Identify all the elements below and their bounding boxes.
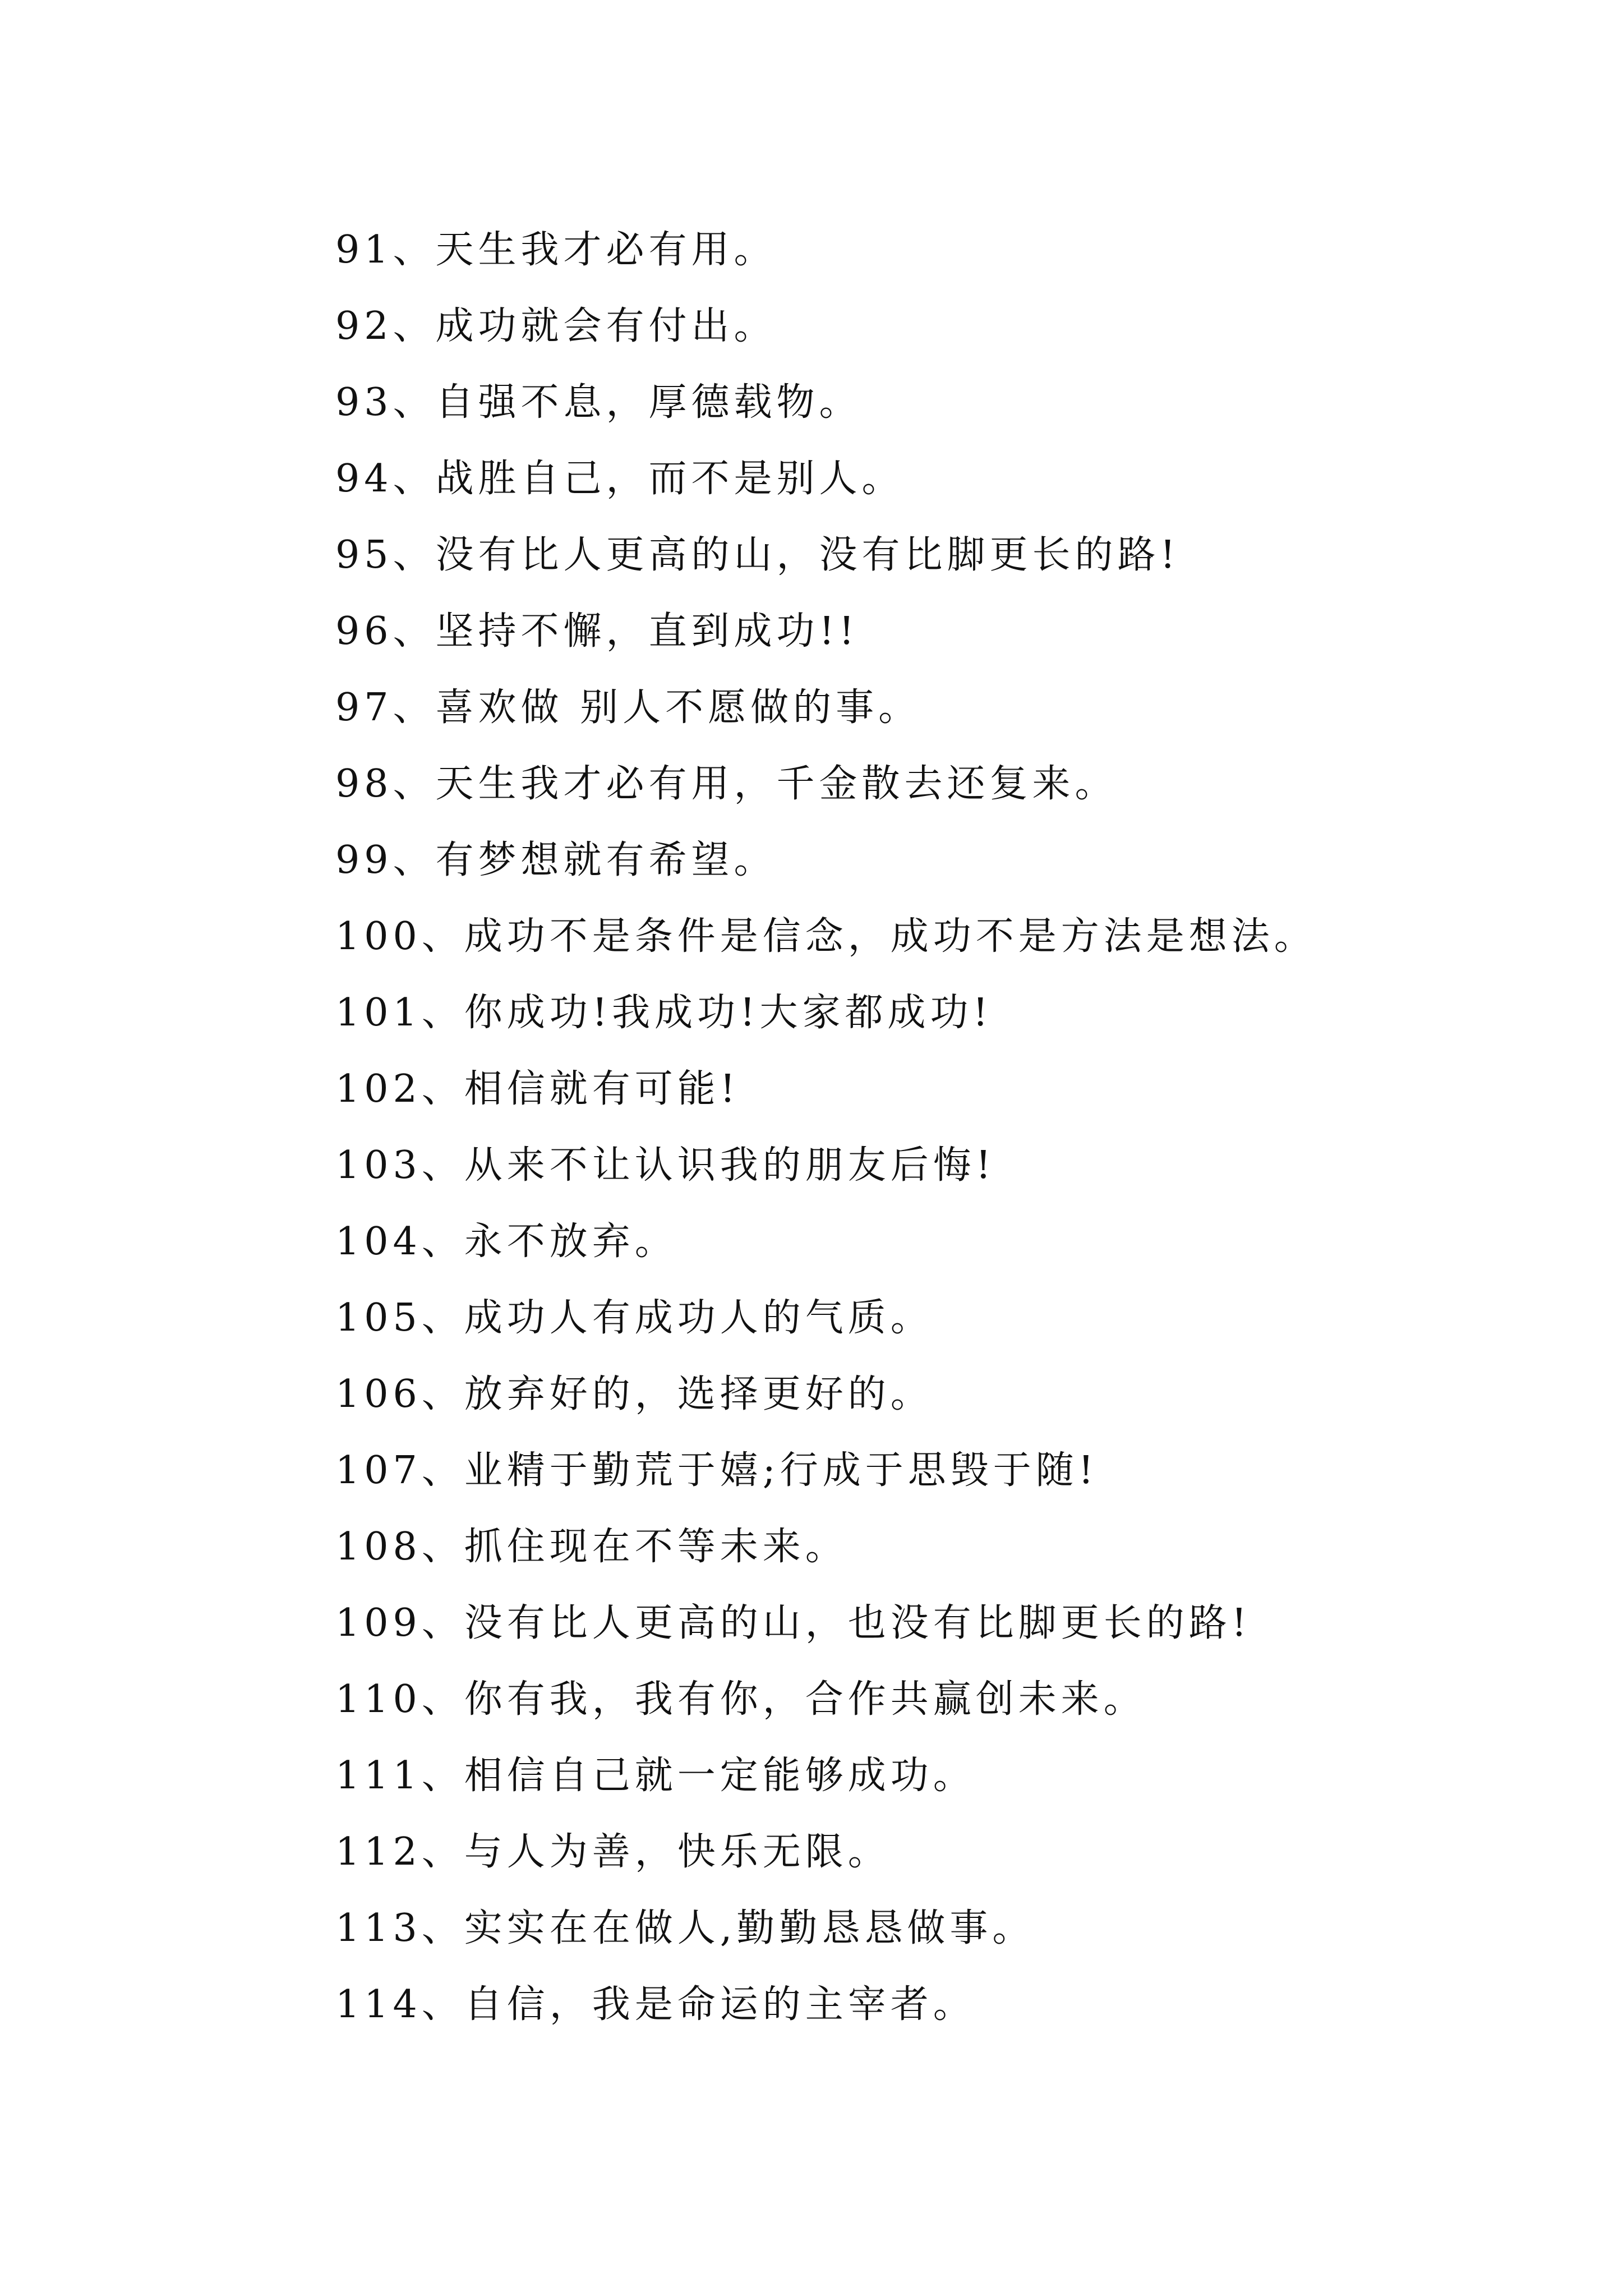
list-item: 109、没有比人更高的山，也没有比脚更长的路! (335, 1601, 1252, 1645)
list-item: 114、自信，我是命运的主宰者。 (335, 1982, 976, 2027)
list-item: 110、你有我，我有你，合作共赢创未来。 (335, 1677, 1146, 1722)
list-item: 105、成功人有成功人的气质。 (335, 1296, 933, 1340)
slogan-list (335, 212, 1513, 2043)
list-item: 92、成功就会有付出。 (335, 304, 777, 348)
list-item: 98、天生我才必有用，千金散去还复来。 (335, 762, 1118, 806)
list-item: 97、喜欢做 别人不愿做的事。 (335, 685, 921, 730)
list-item: 108、抓住现在不等未来。 (335, 1525, 848, 1569)
list-item: 96、坚持不懈，直到成功!! (335, 609, 859, 654)
list-item: 104、永不放弃。 (335, 1220, 677, 1264)
list-item: 95、没有比人更高的山，没有比脚更长的路! (335, 533, 1180, 577)
list-item: 111、相信自己就一定能够成功。 (335, 1754, 976, 1798)
list-item: 102、相信就有可能! (335, 1067, 740, 1111)
list-item: 91、天生我才必有用。 (335, 228, 777, 272)
list-item: 113、实实在在做人,勤勤恳恳做事。 (335, 1906, 1035, 1950)
list-item: 99、有梦想就有希望。 (335, 838, 777, 882)
list-item: 107、业精于勤荒于嬉;行成于思毁于随! (335, 1448, 1099, 1493)
list-item: 103、从来不让认识我的朋友后悔! (335, 1143, 996, 1188)
list-item: 100、成功不是条件是信念，成功不是方法是想法。 (335, 914, 1317, 959)
list-item: 112、与人为善，快乐无限。 (335, 1830, 891, 1874)
list-item: 93、自强不息，厚德载物。 (335, 380, 862, 425)
list-item: 101、你成功!我成功!大家都成功! (335, 991, 993, 1035)
list-item: 106、放弃好的，选择更好的。 (335, 1372, 933, 1416)
list-item: 94、战胜自己，而不是别人。 (335, 457, 905, 501)
